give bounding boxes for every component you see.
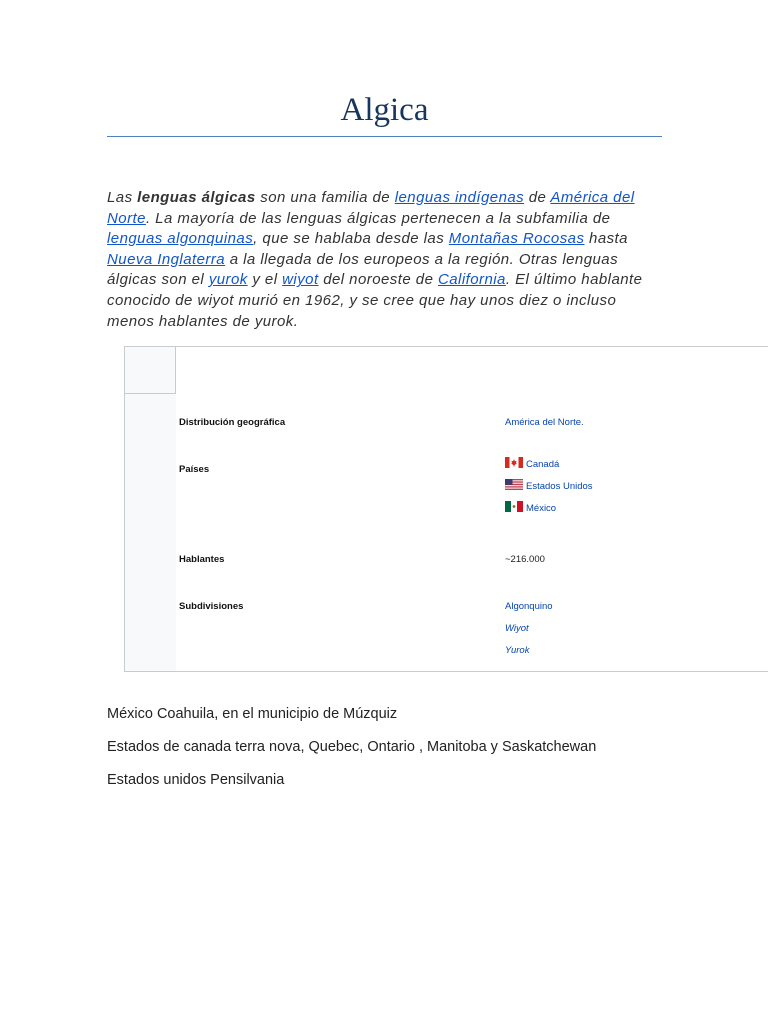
link-lenguas-indigenas[interactable]: lenguas indígenas <box>394 189 525 206</box>
link-montanas-rocosas[interactable]: Montañas Rocosas <box>448 230 585 248</box>
speakers-label: Hablantes <box>179 554 225 565</box>
link-nueva-inglaterra[interactable]: Nueva Inglaterra <box>107 250 226 268</box>
country-canada[interactable] <box>505 457 559 470</box>
countries-label: Países <box>179 464 210 475</box>
country-usa[interactable] <box>505 479 593 492</box>
intro-text: hasta <box>584 230 628 248</box>
intro-text: . La mayoría de las lenguas álgicas pertenecen a la subfamilia de <box>145 209 611 227</box>
country-mexico[interactable] <box>505 501 556 514</box>
link-america-del-norte[interactable]: América del Norte <box>107 189 635 227</box>
intro-text: , que se hablaba desde las <box>253 230 449 248</box>
country-mexico-label: México <box>526 503 557 514</box>
infobox-gutter <box>125 347 176 671</box>
intro-bold-term: lenguas álgicas <box>137 189 256 206</box>
title-underline <box>107 136 662 137</box>
note-canada: Estados de canada terra nova, Quebec, Ontario , Manitoba y Saskatchewan <box>107 739 597 755</box>
intro-paragraph <box>107 188 667 332</box>
intro-text: y el <box>247 271 283 289</box>
note-usa: Estados unidos Pensilvania <box>107 772 285 788</box>
subdivisions-label: Subdivisiones <box>179 601 244 612</box>
canada-flag-icon <box>505 457 523 468</box>
distribution-label: Distribución geográfica <box>179 417 286 428</box>
subdivision-yurok[interactable]: Yurok <box>505 645 530 656</box>
intro-text: del noroeste de <box>318 271 438 289</box>
country-usa-label: Estados Unidos <box>526 481 593 492</box>
subdivision-wiyot[interactable]: Wiyot <box>505 623 529 634</box>
country-canada-label: Canadá <box>526 459 560 470</box>
note-mexico: México Coahuila, en el municipio de Múzquiz <box>107 706 398 722</box>
mexico-flag-icon <box>505 501 523 512</box>
intro-text: . El último hablante conocido de wiyot murió en 1962, y se cree que hay unos diez o incluso menos hablantes de yurok. <box>107 271 643 330</box>
link-wiyot[interactable]: wiyot <box>282 271 319 289</box>
link-yurok[interactable]: yurok <box>208 271 248 289</box>
link-lenguas-algonquinas[interactable]: lenguas algonquinas <box>107 230 254 248</box>
intro-text: de <box>524 189 551 206</box>
intro-text: son una familia de <box>255 189 395 206</box>
intro-text: a la llegada de los europeos a la región. Otras lenguas álgicas son el <box>107 250 619 289</box>
page-title: Algica <box>340 92 429 128</box>
subdivision-algonquino[interactable]: Algonquino <box>505 601 553 612</box>
intro-text: Las <box>107 189 138 206</box>
speakers-value: ~216.000 <box>505 554 545 565</box>
distribution-link[interactable]: América del Norte. <box>505 417 584 428</box>
infobox-image-cell <box>125 347 176 394</box>
link-california[interactable]: California <box>437 271 506 289</box>
language-infobox <box>124 346 768 672</box>
usa-flag-icon <box>505 479 523 490</box>
